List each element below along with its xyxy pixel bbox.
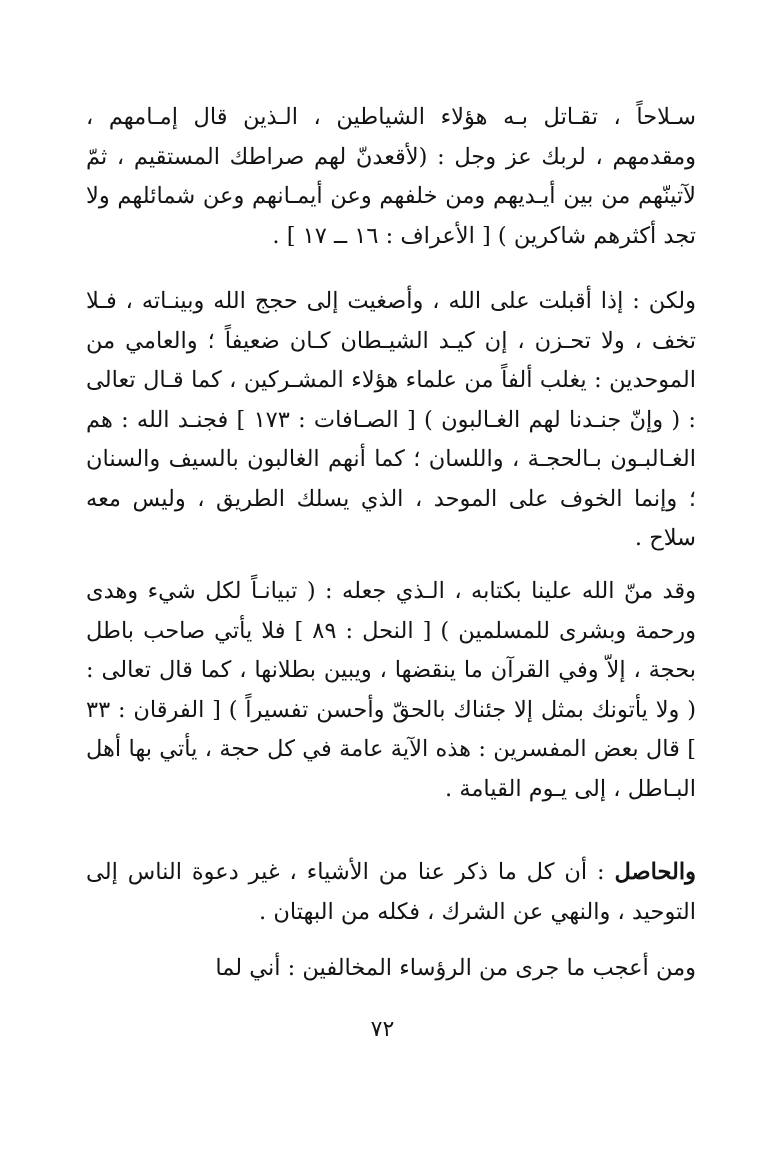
page-number: ٧٢ <box>370 1017 395 1042</box>
paragraph-4-text <box>86 853 696 932</box>
paragraph-5-text: ومن أعجب ما جرى من الرؤساء المخالفين : أني لما <box>215 955 696 981</box>
paragraph-2-text: ولكن : إذا أقبلت على الله ، وأصغيت إلى حجج الله وبينـاته ، فـلا تخف ، ولا تحـزن ، إن كيـد الشيـطان كـان ضعيفاً ؛ والعامي من الموحدين : يغلب ألفاً من علماء هؤلاء المشـركين ، كما قـال تعالى : ( وإنّ جنـدنا لهم الغـالبون ) [ الصـافات : ١٧٣ ] فجنـد الله : هم الغـالبـون بـالحجـة ، واللسان ؛ كما أنهم الغالبون بالسيف والسنان ؛ وإنما الخوف على الموحد ، الذي يسلك الطريق ، وليس معه سلاح . <box>86 288 696 551</box>
paragraph-2 <box>86 282 696 559</box>
paragraph-1 <box>86 98 696 256</box>
paragraph-5 <box>86 949 696 989</box>
paragraph-4-body: : أن كل ما ذكر عنا من الأشياء ، غير دعوة الناس إلى التوحيد ، والنهي عن الشرك ، فكله من البهتان . <box>86 859 696 925</box>
paragraph-1-text: سـلاحاً ، تقـاتل بـه هؤلاء الشياطين ، الـذين قال إمـامهم ، ومقدمهم ، لربك عز وجل : (لأقعدنّ لهم صراطك المستقيم ، ثمّ لآتينّهم من بين أيـديهم ومن خلفهم وعن أيمـانهم وعن شمائلهم ولا تجد أكثرهم شاكرين ) [ الأعراف : ١٦ ــ ١٧ ] . <box>86 104 696 249</box>
paragraph-3-text: وقد منّ الله علينا بكتابه ، الـذي جعله : ( تبيانـاً لكل شيء وهدى ورحمة وبشرى للمسلمين ) [ النحل : ٨٩ ] فلا يأتي صاحب باطل بحجة ، إلاّ وفي القرآن ما ينقضها ، ويبين بطلانها ، كما قال تعالى : ( ولا يأتونك بمثل إلا جئناك بالحقّ وأحسن تفسيراً ) [ الفرقان : ٣٣ ] قال بعض المفسرين : هذه الآية عامة في كل حجة ، يأتي بها أهل البـاطل ، إلى يـوم القيامة . <box>86 578 696 802</box>
paragraph-3 <box>86 572 696 809</box>
paragraph-4 <box>86 853 696 932</box>
bold-term-conclusion: والحاصل <box>614 859 696 885</box>
